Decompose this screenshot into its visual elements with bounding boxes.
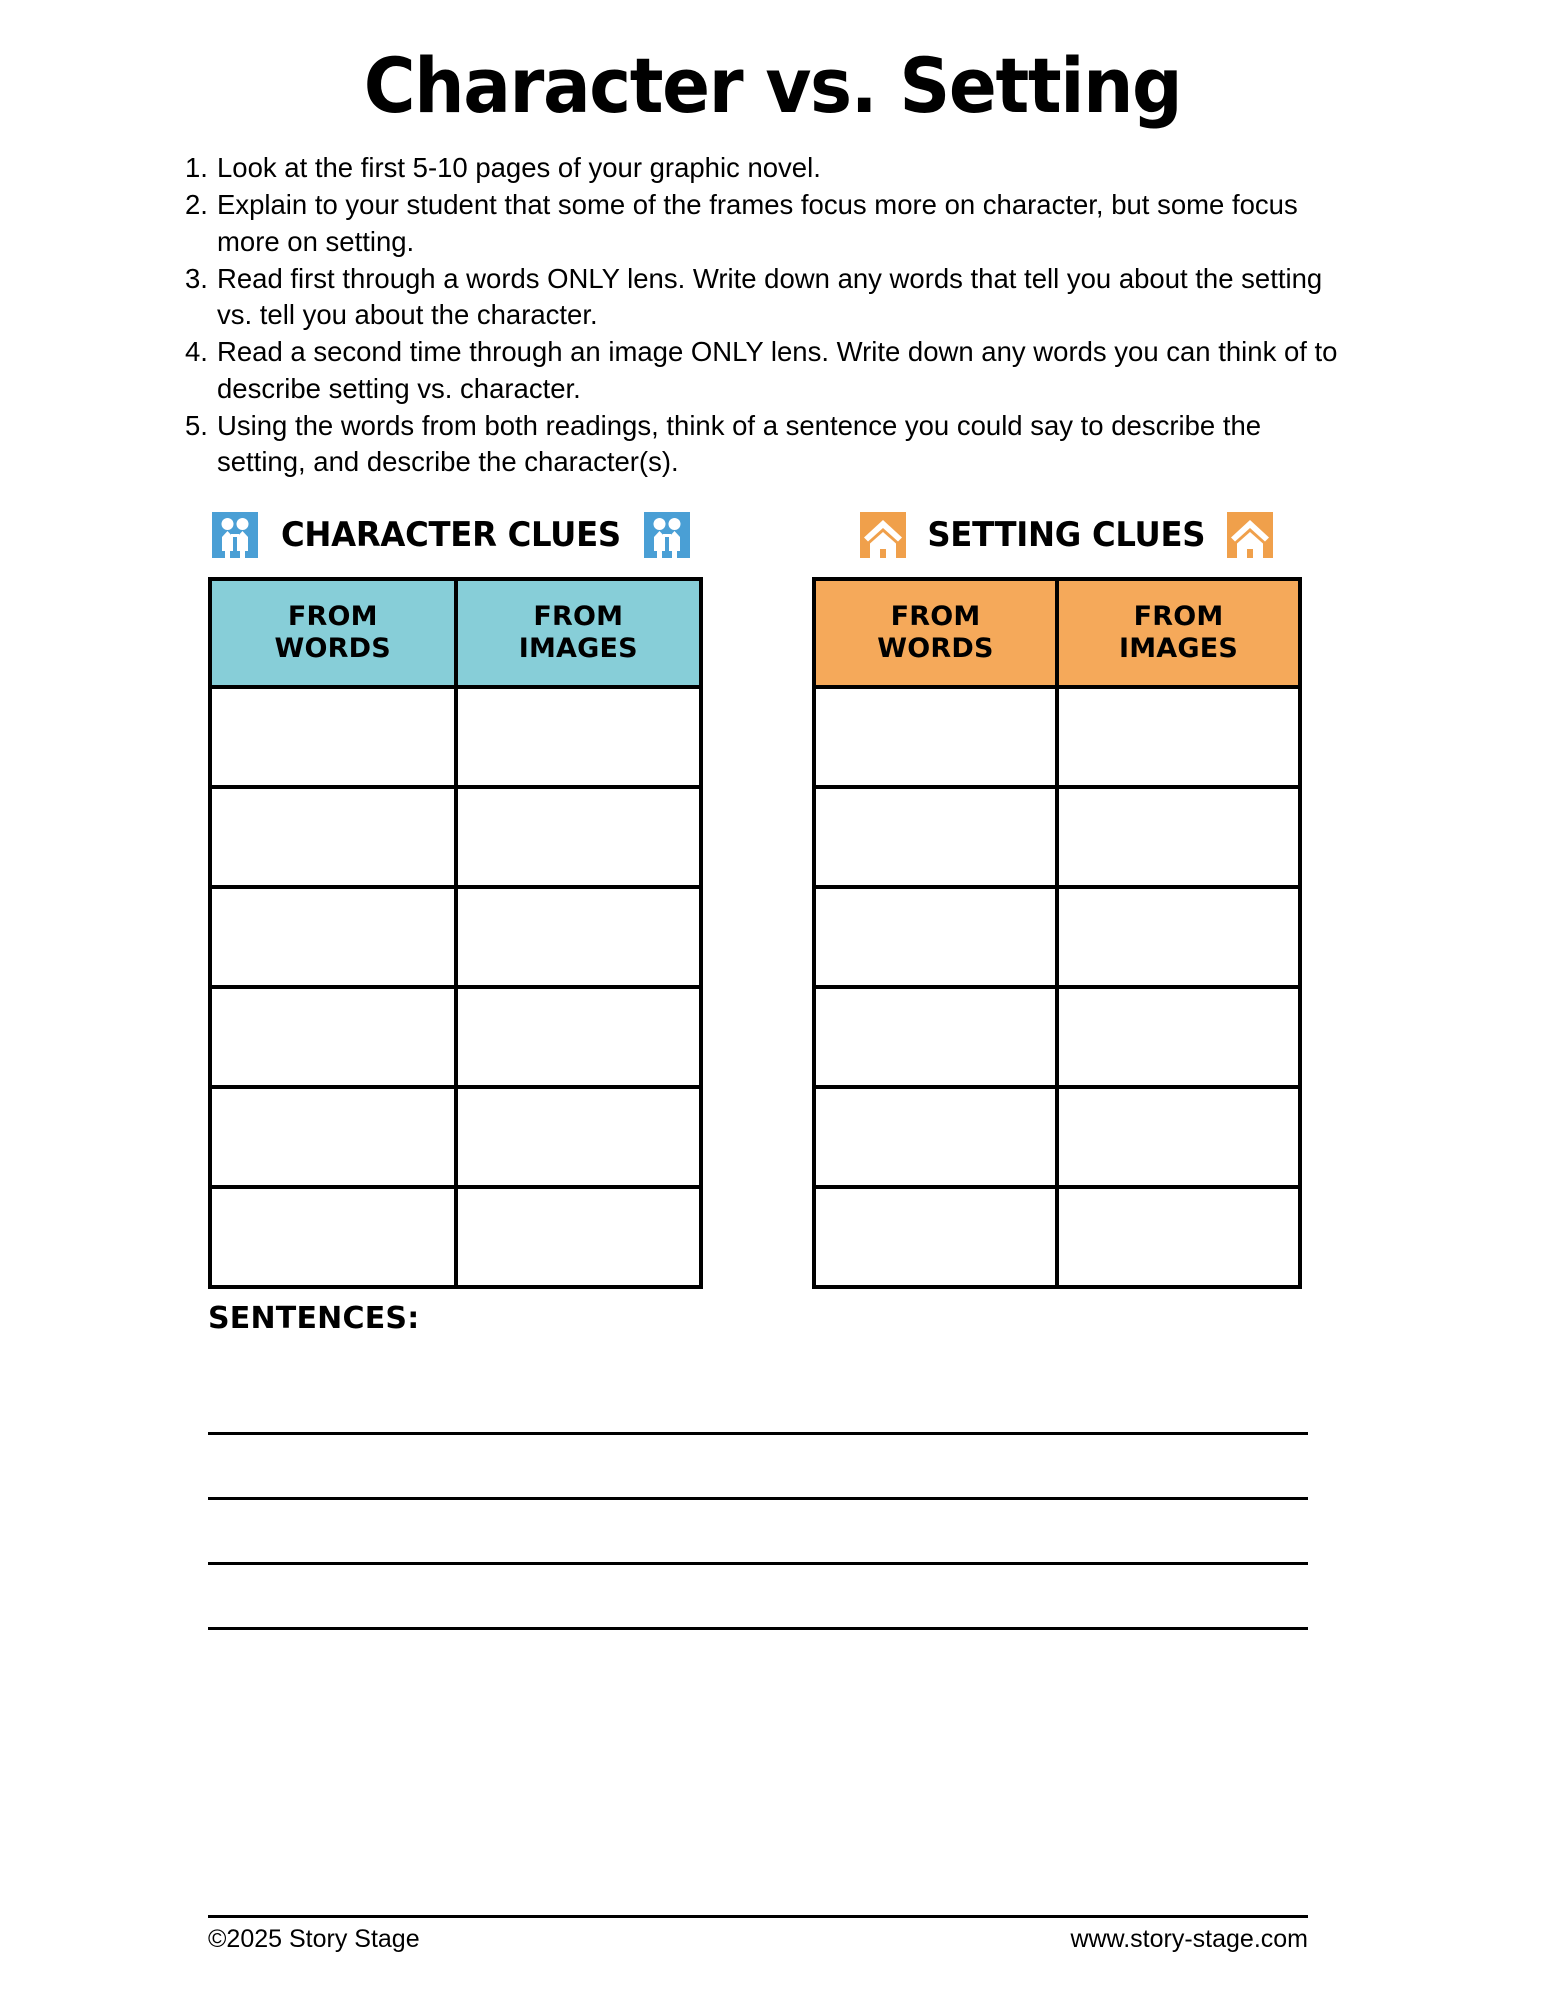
- setting-clues-table: [812, 577, 1302, 1289]
- clue-cell[interactable]: [1057, 987, 1300, 1087]
- clue-cell[interactable]: [814, 687, 1057, 787]
- table-row: [210, 787, 701, 887]
- table-row: [814, 787, 1300, 887]
- table-row: [210, 1187, 701, 1287]
- table-row: [210, 987, 701, 1087]
- instruction-text: Read first through a words ONLY lens. Write down any words that tell you about the setting vs. tell you about the character.: [217, 262, 1323, 331]
- column-header-line: FROM: [533, 600, 624, 632]
- clue-cell[interactable]: [210, 687, 456, 787]
- instructions-list: [185, 150, 1345, 481]
- column-header-line: FROM: [287, 600, 378, 632]
- clue-cell[interactable]: [1057, 687, 1300, 787]
- column-header-from-words: [814, 579, 1057, 687]
- column-header-from-images: [1057, 579, 1300, 687]
- table-header-row: [814, 579, 1300, 687]
- table-row: [814, 1187, 1300, 1287]
- instruction-text: Look at the first 5-10 pages of your graphic novel.: [217, 152, 821, 183]
- setting-clues-label: SETTING CLUES: [927, 514, 1206, 555]
- instruction-number: 2.: [185, 189, 208, 221]
- clue-cell[interactable]: [1057, 1187, 1300, 1287]
- clue-cell[interactable]: [814, 887, 1057, 987]
- instruction-text: Using the words from both readings, think of a sentence you could say to describe the setting, and describe the character(s).: [217, 410, 1262, 478]
- clue-cell[interactable]: [456, 1187, 702, 1287]
- column-header-from-images: [456, 579, 702, 687]
- clue-cell[interactable]: [210, 887, 456, 987]
- instruction-number: 4.: [185, 336, 208, 368]
- clue-cell[interactable]: [456, 687, 702, 787]
- column-header-line: IMAGES: [518, 632, 638, 664]
- clue-cell[interactable]: [814, 1187, 1057, 1287]
- clue-cell[interactable]: [210, 987, 456, 1087]
- instruction-number: 1.: [185, 152, 208, 183]
- clue-cell[interactable]: [1057, 787, 1300, 887]
- character-clues-label: CHARACTER CLUES: [280, 514, 621, 555]
- instruction-item: [185, 408, 1345, 481]
- write-line[interactable]: [208, 1565, 1308, 1630]
- copyright-text: ©2025 Story Stage: [208, 1925, 420, 1953]
- instruction-number: 5.: [185, 410, 208, 442]
- column-header-line: FROM: [1133, 600, 1224, 632]
- table-row: [814, 1087, 1300, 1187]
- column-header-line: FROM: [890, 600, 981, 632]
- table-row: [210, 1087, 701, 1187]
- clue-cell[interactable]: [210, 1187, 456, 1287]
- sentences-label: SENTENCES:: [208, 1300, 420, 1336]
- instruction-item: [185, 187, 1345, 260]
- clue-cell[interactable]: [210, 787, 456, 887]
- table-row: [210, 887, 701, 987]
- character-clues-banner: [212, 507, 690, 563]
- clue-cell[interactable]: [814, 987, 1057, 1087]
- sentences-write-area: [208, 1370, 1308, 1630]
- column-header-line: WORDS: [877, 632, 994, 664]
- instruction-item: [185, 150, 1345, 186]
- section-banners: [0, 507, 1545, 563]
- setting-clues-banner: [860, 507, 1273, 563]
- clue-cell[interactable]: [456, 787, 702, 887]
- clue-cell[interactable]: [456, 887, 702, 987]
- page-footer: [208, 1915, 1308, 1954]
- column-header-line: WORDS: [274, 632, 391, 664]
- clue-tables: [0, 577, 1545, 1267]
- two-people-icon: [644, 512, 690, 558]
- character-clues-table: [208, 577, 703, 1289]
- page-title: Character vs. Setting: [363, 41, 1182, 130]
- clue-cell[interactable]: [210, 1087, 456, 1187]
- clue-cell[interactable]: [456, 1087, 702, 1187]
- two-people-icon: [212, 512, 258, 558]
- table-header-row: [210, 579, 701, 687]
- instruction-text: Explain to your student that some of the frames focus more on character, but some focus more on setting.: [217, 189, 1298, 257]
- column-header-line: IMAGES: [1118, 632, 1239, 664]
- column-header-from-words: [210, 579, 456, 687]
- write-line[interactable]: [208, 1370, 1308, 1435]
- instruction-number: 3.: [185, 262, 208, 294]
- table-row: [814, 687, 1300, 787]
- clue-cell[interactable]: [814, 1087, 1057, 1187]
- footer-row: [208, 1918, 1308, 1954]
- house-icon: [860, 512, 906, 558]
- clue-cell[interactable]: [1057, 1087, 1300, 1187]
- table-row: [814, 987, 1300, 1087]
- website-url: www.story-stage.com: [1070, 1925, 1308, 1953]
- table-row: [210, 687, 701, 787]
- table-row: [814, 887, 1300, 987]
- house-icon: [1227, 512, 1273, 558]
- write-line[interactable]: [208, 1500, 1308, 1565]
- clue-cell[interactable]: [456, 987, 702, 1087]
- instruction-text: Read a second time through an image ONLY lens. Write down any words you can think of to describe setting vs. character.: [217, 336, 1338, 404]
- write-line[interactable]: [208, 1435, 1308, 1500]
- instruction-item: [185, 261, 1345, 334]
- clue-cell[interactable]: [1057, 887, 1300, 987]
- clue-cell[interactable]: [814, 787, 1057, 887]
- instruction-item: [185, 334, 1345, 407]
